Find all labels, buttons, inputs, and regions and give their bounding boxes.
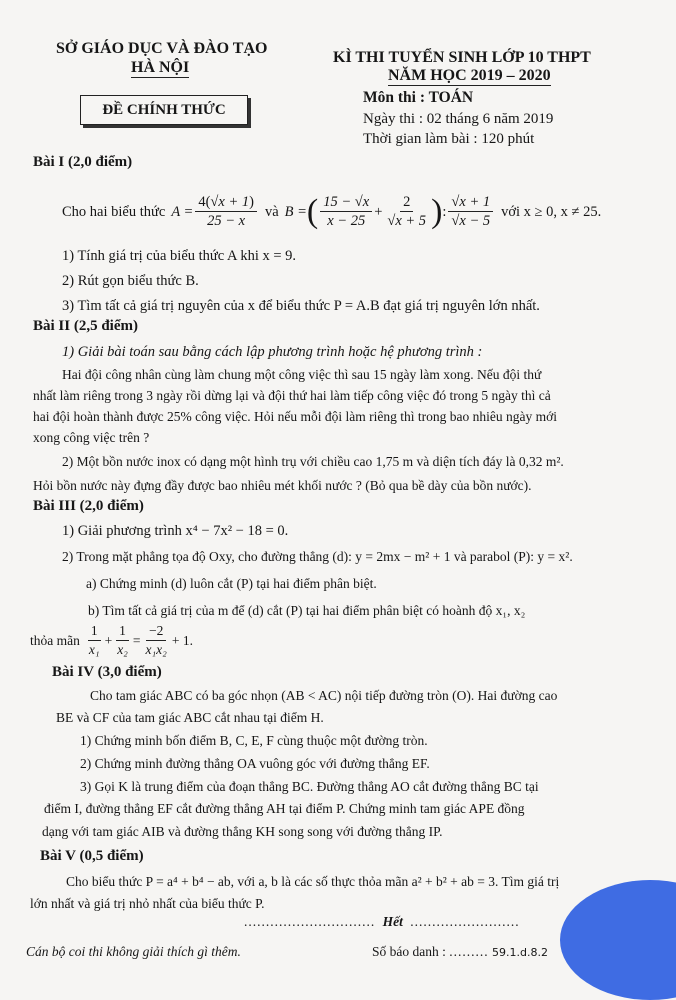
expr-a-den: 25 − x [207,213,246,229]
bai2-p2-line2: Hỏi bồn nước này đựng đầy được bao nhiêu mét khối nước ? (Bỏ qua bề dày của bồn nước). [33,478,532,493]
bai1-intro: Cho hai biểu thức [62,203,166,220]
expr-b-div: : [442,203,447,220]
bai2-heading: Bài II (2,5 điểm) [33,318,138,334]
bai5-heading: Bài V (0,5 điểm) [40,848,144,864]
expr-a-fraction: $\frac{4(√x + 1)}{25 - x}$ [195,193,257,230]
expr-a-num: √x + 1 [210,194,250,210]
org-city: HÀ NỘI [131,59,190,76]
cond-tail: + 1. [171,632,193,648]
expr-a-lhs: A = [171,203,194,220]
cond-plus: + [104,632,113,648]
bai1-heading: Bài I (2,0 điểm) [33,154,133,170]
sbd-dots: ......... [449,944,489,959]
bai1-q2: 2) Rút gọn biểu thức B. [62,273,199,289]
bai3-heading: Bài III (2,0 điểm) [33,498,144,514]
bai4-q1: 1) Chứng minh bốn điểm B, C, E, F cùng thuộc một đường tròn. [80,733,428,748]
bai3-qa: a) Chứng minh (d) luôn cắt (P) tại hai điểm phân biệt. [86,576,377,591]
expr-b-f1-num: 15 − √x [320,193,372,212]
cond-f3-num: −2 [146,622,166,641]
end-label: Hết [382,914,403,929]
end-dots-left: .............................. [244,914,376,929]
bai4-line1: Cho tam giác ABC có ba góc nhọn (AB < AC) nội tiếp đường tròn (O). Hai đường cao [90,688,558,703]
bai1-q3: 3) Tìm tất cả giá trị nguyên của x để biểu thức P = A.B đạt giá trị nguyên lớn nhất. [62,298,540,314]
cond-f1-num: 1 [88,622,101,641]
expr-b-frac2 [384,193,429,230]
official-badge: ĐỀ CHÍNH THỨC [80,95,248,125]
bai4-q2: 2) Chứng minh đường thẳng OA vuông góc với đường thẳng EF. [80,756,430,771]
expr-b-frac1 [320,193,372,230]
bai3-q2: 2) Trong mặt phẳng tọa độ Oxy, cho đường thẳng (d): y = 2mx − m² + 1 và parabol (P): y = x². [62,549,573,564]
sbd-value: 59.1.d.8.2 [492,946,548,959]
expr-b-f3-den: √x − 5 [451,213,491,229]
bai3-q1: 1) Giải phương trình x⁴ − 7x² − 18 = 0. [62,523,289,539]
bai5-line2: lớn nhất và giá trị nhỏ nhất của biểu thức P. [30,896,265,911]
org-name: SỞ GIÁO DỤC VÀ ĐÀO TẠO [56,40,268,57]
cond-frac2 [114,622,131,659]
bai3-qb: b) Tìm tất cả giá trị của m để (d) cắt (P) tại hai điểm phân biệt có hoành độ x₁, x₂ [88,603,526,618]
school-year: NĂM HỌC 2019 – 2020 [388,67,551,84]
bai2-p2-line1: 2) Một bồn nước inox có dạng một hình trụ với chiều cao 1,75 m và diện tích đáy là 0,32 m². [62,454,564,469]
proctor-note: Cán bộ coi thi không giải thích gì thêm. [26,944,241,959]
cond-frac3 [143,622,170,659]
subject-line: Môn thi : TOÁN [363,89,474,106]
expr-b-f1-den: x − 25 [327,213,366,229]
bai3-qb-condition [30,622,193,659]
cond-f1-den: x₁ [88,642,100,657]
expr-b-plus: + [374,203,383,220]
cond-frac1 [86,622,103,659]
expr-a-coef: 4 [198,194,206,210]
bai4-heading: Bài IV (3,0 điểm) [52,664,162,680]
cond-eq: = [132,632,141,648]
exam-duration: Thời gian làm bài : 120 phút [363,131,535,147]
expr-b-f2-num: 2 [400,193,413,212]
cond-f3-den: x₁x₂ [145,642,167,657]
bai2-p1-title: 1) Giải bài toán sau bằng cách lập phương trình hoặc hệ phương trình : [62,344,483,360]
bai4-q3-line2: điểm I, đường thẳng EF cắt đường thẳng AH tại điểm P. Chứng minh tam giác APE đồng [44,801,525,816]
bai4-q3-line3: dạng với tam giác AIB và đường thẳng KH song song với đường thẳng IP. [42,824,443,839]
bai1-expressions: Cho hai biểu thức A = $\frac{4(√x + 1)}{25 - x}$ và B = ( $\frac{15 - √x}{x - 25}$ + $\frac{2}{√x + 5}$ ) : $\frac{√x + 1}{√x - 5}$ với x ≥ 0, x ≠ 25. [62,192,602,230]
bai4-line2: BE và CF của tam giác ABC cắt nhau tại điểm H. [56,710,324,725]
cond-f2-den: x₂ [117,642,128,657]
bai2-p1-line2: nhất làm riêng trong 3 ngày rồi dừng lại và đội thứ hai làm tiếp công việc đó trong 5 ngày thì cả [33,388,551,403]
bai4-q3-line1: 3) Gọi K là trung điểm của đoạn thẳng BC. Đường thẳng AO cắt đường thẳng BC tại [80,779,539,794]
bai2-p1-line3: hai đội hoàn thành được 25% công việc. Hỏi nếu mỗi đội làm riêng thì trong bao nhiêu ngày mới [33,409,557,424]
cond-f2-num: 1 [116,622,129,641]
sbd-label: Số báo danh : [372,944,446,959]
bai2-p1-line1: Hai đội công nhân cùng làm chung một công việc thì sau 15 ngày làm xong. Nếu đội thứ [62,367,542,382]
expr-b-f2-den: √x + 5 [387,213,427,229]
end-marker [244,912,520,932]
bai5-line1: Cho biểu thức P = a⁴ + b⁴ − ab, với a, b là các số thực thỏa mãn a² + b² + ab = 3. Tìm giá trị [66,874,560,889]
exam-title: KÌ THI TUYỂN SINH LỚP 10 THPT [333,49,591,66]
bai1-condition: với x ≥ 0, x ≠ 25. [501,203,602,220]
bai2-p1-line4: xong công việc trên ? [33,430,150,445]
expr-b-lhs: B = [284,203,307,220]
expr-b-frac3 [448,193,493,230]
blue-sticker-shape [560,880,676,1000]
bai3-qb-cond-prefix: thỏa mãn [30,632,80,648]
bai1-q1: 1) Tính giá trị của biểu thức A khi x = 9. [62,248,297,264]
end-dots-right: ......................... [410,914,520,929]
expr-b-f3-num: √x + 1 [448,193,493,212]
bai1-and: và [264,203,279,220]
exam-date: Ngày thi : 02 tháng 6 năm 2019 [363,111,554,127]
